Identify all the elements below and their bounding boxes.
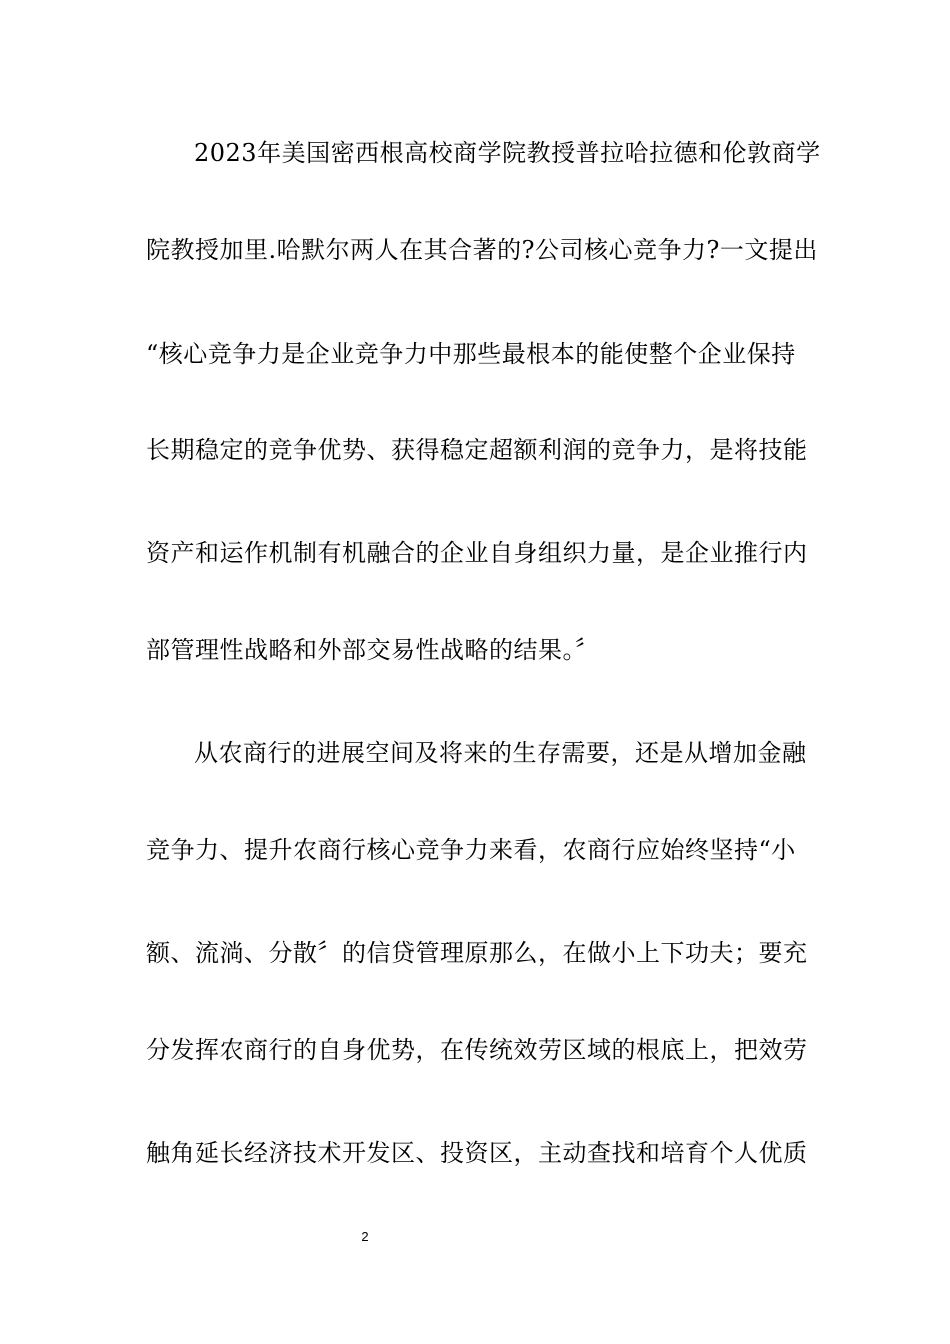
paragraph-2-line-2: 竞争力、提升农商行核心竞争力来看，农商行应始终坚持“小 [146, 836, 796, 864]
paragraph-1-line-1: 2023年美国密西根高校商学院教授普拉哈拉德和伦敦商学 [194, 139, 821, 167]
page-number: 2 [361, 1229, 369, 1244]
paragraph-2-line-5: 触角延长经济技术开发区、投资区，主动查找和培育个人优质 [146, 1139, 808, 1167]
paragraph-1-line-2: 院教授加里.哈默尔两人在其合著的?公司核心竞争力?一文提出 [146, 236, 818, 264]
paragraph-2-line-4: 分发挥农商行的自身优势，在传统效劳区域的根底上，把效劳 [146, 1036, 808, 1064]
paragraph-1-line-3: “核心竞争力是企业竞争力中那些最根本的能使整个企业保持 [146, 340, 796, 368]
paragraph-2-line-3: 额、流淌、分散〞的信贷管理原那么，在做小上下功夫；要充 [146, 939, 808, 967]
paragraph-1-line-5: 资产和运作机制有机融合的企业自身组织力量，是企业推行内 [146, 539, 808, 567]
paragraph-2-line-1: 从农商行的进展空间及将来的生存需要，还是从增加金融 [194, 739, 807, 767]
paragraph-1-line-6: 部管理性战略和外部交易性战略的结果。〞 [146, 636, 600, 664]
paragraph-1-line-4: 长期稳定的竞争优势、获得稳定超额利润的竞争力，是将技能 [146, 436, 808, 464]
